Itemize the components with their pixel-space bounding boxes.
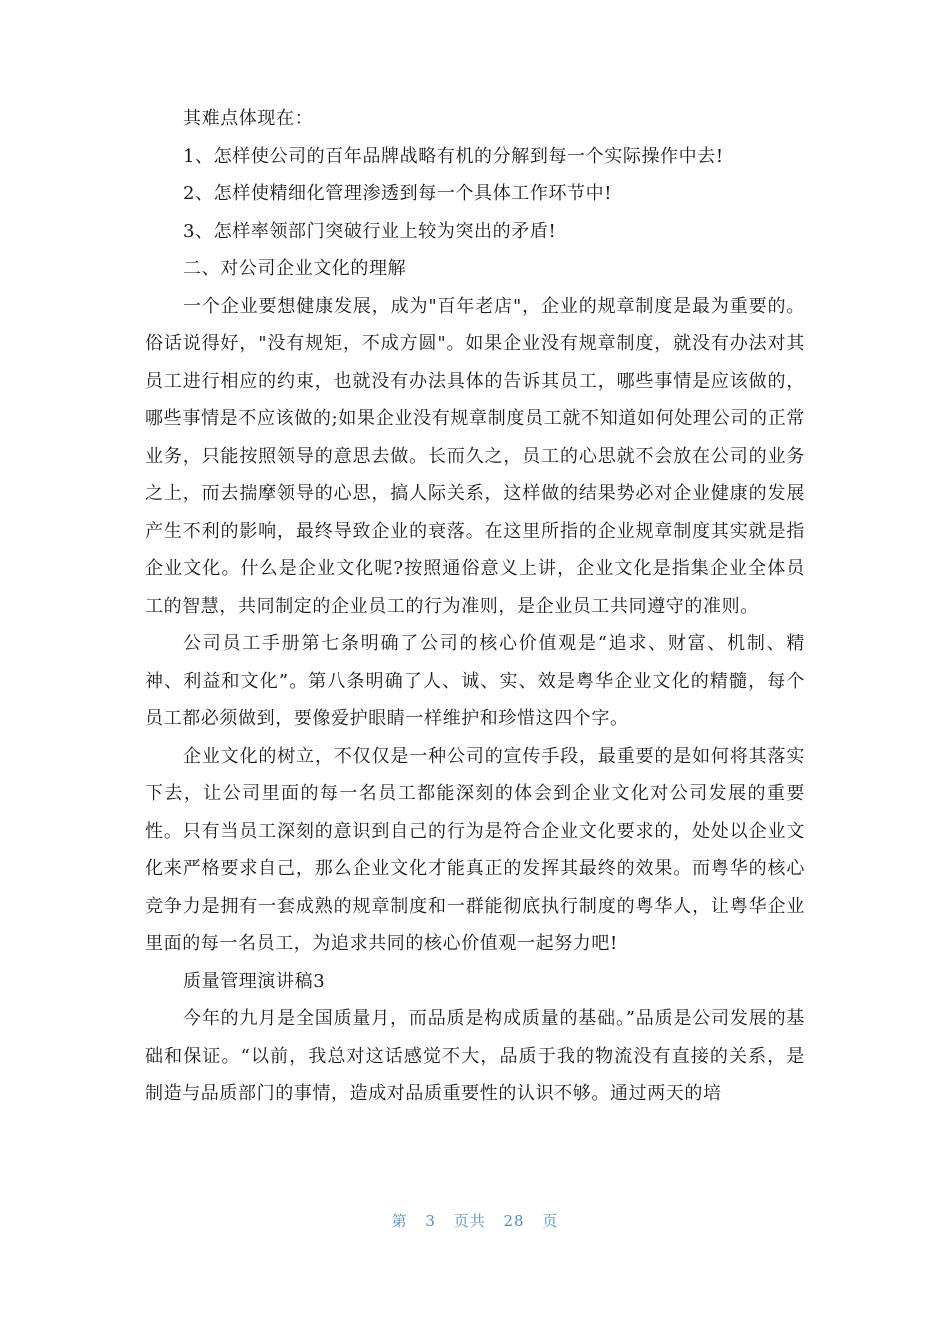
paragraph-point-2: 2、怎样使精细化管理渗透到每一个具体工作环节中! (183, 183, 613, 204)
paragraph: 公司员工手册第七条明确了公司的核心价值观是“追求、财富、机制、精神、利益和文化”。第八条明确了人、诚、实、效是粤华企业文化的精髓，每个员工都必须做到，要像爱护眼睛一样维护和珍惜这四个字。 (145, 633, 805, 729)
footer-prefix: 第 (391, 1212, 408, 1230)
paragraph-point-1: 1、怎样使公司的百年品牌战略有机的分解到每一个实际操作中去! (183, 145, 724, 167)
footer-middle: 页共 (453, 1212, 486, 1230)
paragraph-point-3: 3、怎样率领部门突破行业上较为突出的矛盾! (183, 220, 557, 242)
section-heading: 质量管理演讲稿3 (183, 970, 326, 992)
footer-total-pages: 28 (503, 1212, 525, 1230)
paragraph: 今年的九月是全国质量月，而品质是构成质量的基础。”品质是公司发展的基础和保证。“以前，我总对这话感觉不大，品质于我的物流没有直接的关系，是制造与品质部门的事情，造成对品质重要性的认识不够。通过两天的培 (145, 1008, 805, 1104)
paragraph-intro: 其难点体现在： (183, 108, 314, 129)
section-heading: 二、对公司企业文化的理解 (183, 258, 407, 279)
footer-current-page: 3 (425, 1212, 436, 1230)
footer-suffix: 页 (542, 1212, 559, 1230)
document-body (145, 100, 805, 1113)
page-footer (0, 1210, 950, 1231)
paragraph: 一个企业要想健康发展，成为"百年老店"，企业的规章制度是最为重要的。俗话说得好，"没有规矩，不成方圆"。如果企业没有规章制度，就没有办法对其员工进行相应的约束，也就没有办法具体的告诉其员工，哪些事情是应该做的，哪些事情是不应该做的;如果企业没有规章制度员工就不知道如何处理公司的正常业务，只能按照领导的意思去做。长而久之，员工的心思就不会放在公司的业务之上，而去揣摩领导的心思，搞人际关系，这样做的结果势必对企业健康的发展产生不利的影响，最终导致企业的衰落。在这里所指的企业规章制度其实就是指企业文化。什么是企业文化呢?按照通俗意义上讲，企业文化是指集企业全体员工的智慧，共同制定的企业员工的行为准则，是企业员工共同遵守的准则。 (145, 295, 805, 617)
paragraph: 企业文化的树立，不仅仅是一种公司的宣传手段，最重要的是如何将其落实下去，让公司里面的每一名员工都能深刻的体会到企业文化对公司发展的重要性。只有当员工深刻的意识到自己的行为是符合企业文化要求的，处处以企业文化来严格要求自己，那么企业文化才能真正的发挥其最终的效果。而粤华的核心竞争力是拥有一套成熟的规章制度和一群能彻底执行制度的粤华人，让粤华企业里面的每一名员工，为追求共同的核心价值观一起努力吧! (145, 745, 805, 954)
